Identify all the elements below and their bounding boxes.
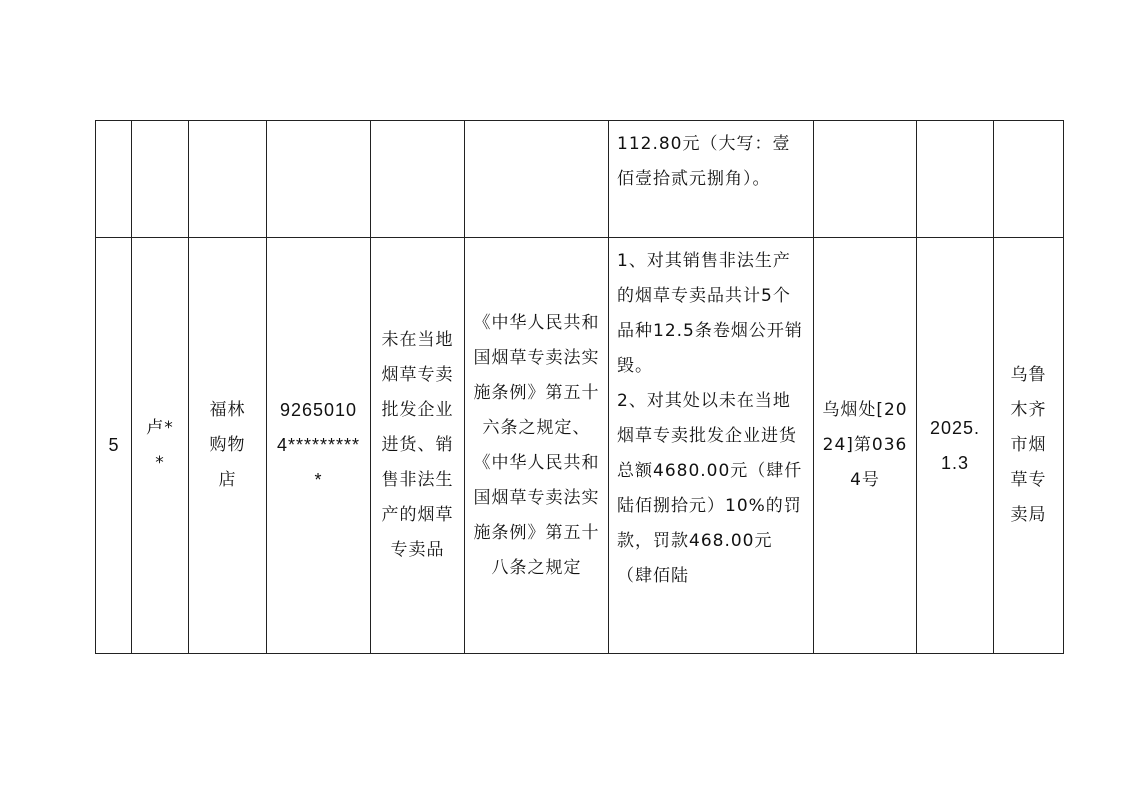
credit-code: 92650104********** (276, 400, 361, 490)
empty-cell (189, 121, 267, 238)
credit-code-cell (267, 238, 371, 654)
continuation-row (96, 121, 1064, 238)
party-name: 卢** (146, 417, 174, 473)
penalty-content (609, 238, 813, 594)
legal-basis-text: 《中华人民共和国烟草专卖法实施条例》第五十六条之规定、《中华人民共和国烟草专卖法实施条例》第五十八条之规定 (473, 312, 600, 578)
penalty-item-2: 2、对其处以未在当地烟草专卖批发企业进货总额4680.00元（肆仟陆佰捌拾元）10%的罚款，罚款468.00元（肆佰陆 (617, 391, 803, 586)
entity-name: 福林购物店 (209, 400, 246, 490)
penalty-cell (609, 238, 814, 654)
document-number-cell (814, 238, 917, 654)
empty-cell (371, 121, 465, 238)
empty-cell (465, 121, 609, 238)
penalty-continuation-text: 112.80元（大写：壹佰壹拾贰元捌角）。 (617, 134, 791, 189)
violation-cell (371, 238, 465, 654)
decision-date: 2025.1.3 (929, 417, 981, 473)
entity-cell (189, 238, 267, 654)
row-index: 5 (96, 238, 132, 654)
violation-text: 未在当地烟草专卖批发企业进货、销售非法生产的烟草专卖品 (381, 330, 454, 560)
authority-cell (994, 238, 1064, 654)
date-cell (917, 238, 994, 654)
empty-cell (814, 121, 917, 238)
legal-basis-cell (465, 238, 609, 654)
penalty-record-table (95, 120, 1064, 654)
document-number: 乌烟处[2024]第0364号 (822, 400, 908, 490)
empty-cell (267, 121, 371, 238)
party-name-cell (132, 238, 189, 654)
table-row (96, 238, 1064, 654)
empty-cell (96, 121, 132, 238)
empty-cell (917, 121, 994, 238)
penalty-item-1: 1、对其销售非法生产的烟草专卖品共计5个品种12.5条卷烟公开销毁。 (617, 251, 803, 376)
penalty-continuation-cell (609, 121, 814, 238)
empty-cell (994, 121, 1064, 238)
empty-cell (132, 121, 189, 238)
authority-name: 乌鲁木齐市烟草专卖局 (1010, 365, 1047, 525)
